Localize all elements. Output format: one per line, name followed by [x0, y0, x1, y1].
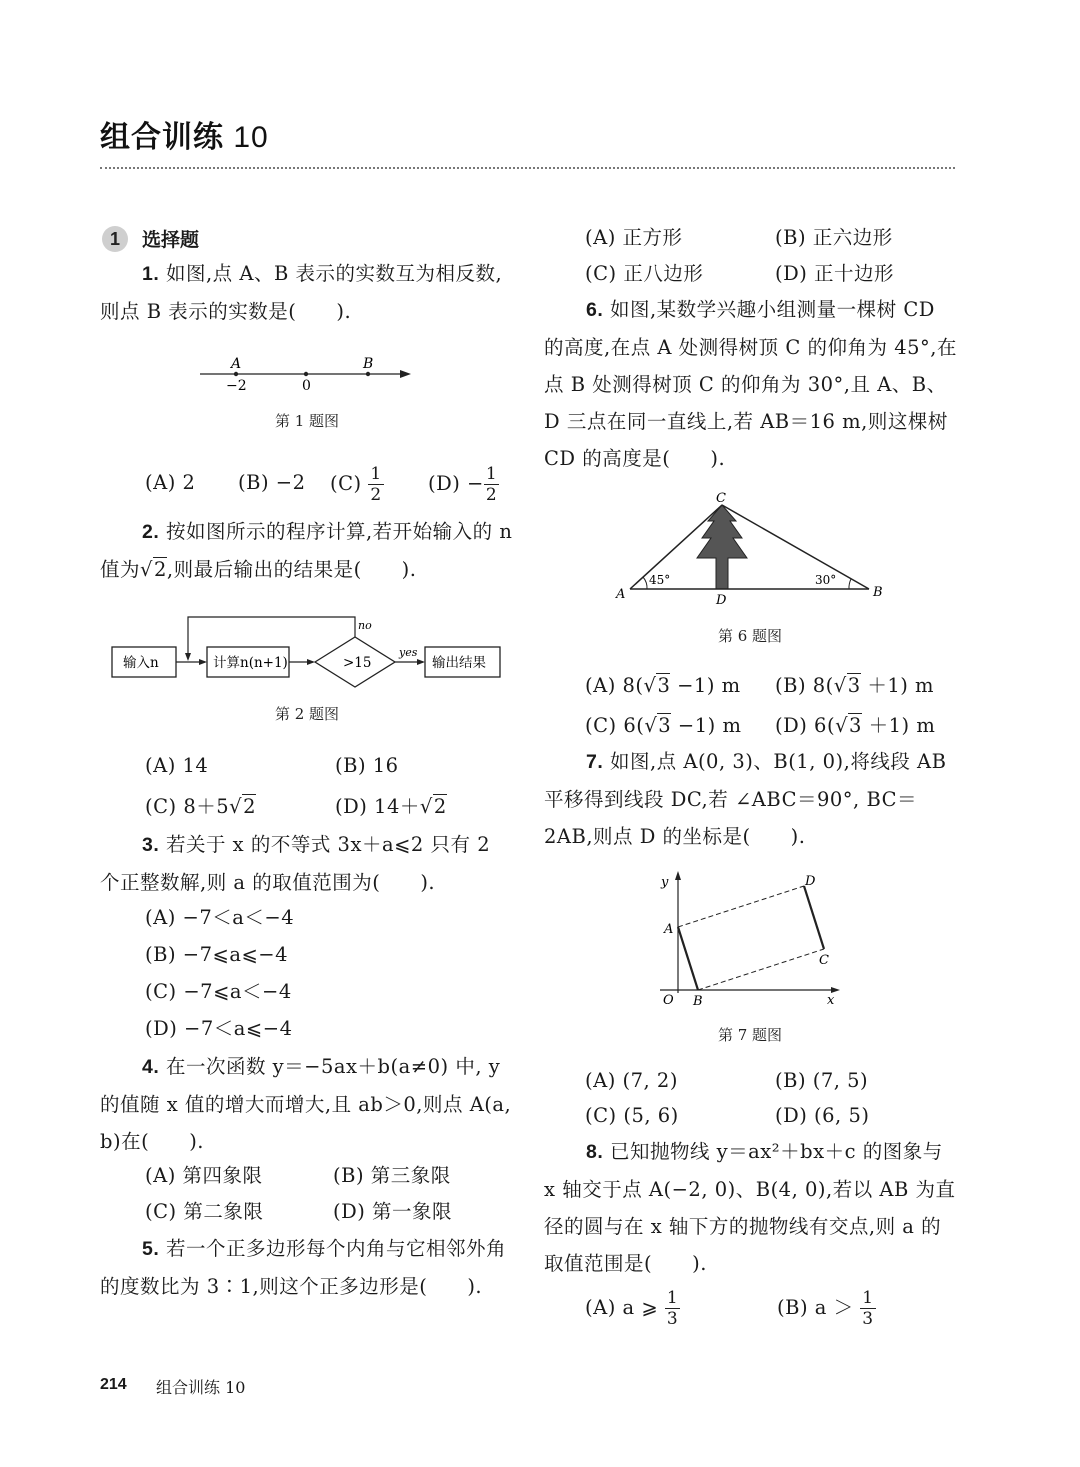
- point-d-label: D: [805, 874, 816, 889]
- question-5: [100, 1230, 515, 1305]
- question-6-text: [544, 291, 959, 477]
- point-c-label: C: [716, 491, 726, 506]
- option-a[interactable]: (A) 8(√3 −1) m: [585, 674, 741, 697]
- option-a[interactable]: (A) 14: [145, 754, 209, 777]
- page-title-number: 10: [233, 121, 269, 154]
- point-a-label: A: [616, 587, 626, 602]
- question-body: 如图,某数学兴趣小组测量一棵树 CD 的高度,在点 A 处测得树顶 C 的仰角为 45°,在点 B 处测得树顶 C 的仰角为 30°,且 A、B、D 三点在同一直线上,若 AB＝16 m,则这棵树 CD 的高度是( ).: [544, 298, 957, 470]
- title-divider: [100, 167, 955, 169]
- question-2: [100, 513, 515, 588]
- option-b[interactable]: (B) −2: [238, 471, 306, 494]
- angle-30-label: 30°: [815, 573, 837, 587]
- page-title: [100, 112, 269, 156]
- question-7: [544, 743, 959, 855]
- option-a[interactable]: (A) (7, 2): [585, 1069, 678, 1092]
- origin-label: O: [663, 993, 674, 1008]
- option-d[interactable]: (D) (6, 5): [775, 1104, 870, 1127]
- option-c[interactable]: (C) 8＋5√2: [145, 795, 257, 818]
- question-body: 如图,点 A(0, 3)、B(1, 0),将线段 AB 平移得到线段 DC,若 ∠ABC＝90°, BC＝2AB,则点 D 的坐标是( ).: [544, 750, 947, 848]
- question-body: 已知抛物线 y＝ax²＋bx＋c 的图象与 x 轴交于点 A(−2, 0)、B(4, 0),若以 AB 为直径的圆与在 x 轴下方的抛物线有交点,则 a 的取值范围是( ).: [544, 1140, 956, 1275]
- question-number: 1.: [142, 263, 160, 285]
- question-body: 如图,点 A、B 表示的实数互为相反数,则点 B 表示的实数是( ).: [100, 262, 503, 323]
- flow-no-label: no: [358, 619, 372, 632]
- question-2-text: 2. 按如图所示的程序计算,若开始输入的 n 值为√2,则最后输出的结果是( ).: [100, 520, 513, 581]
- option-b[interactable]: (B) 第三象限: [333, 1164, 451, 1187]
- option-c[interactable]: (C) $\frac{1}{2}$: [330, 464, 382, 505]
- flow-output-label: 输出结果: [432, 655, 486, 671]
- question-8: [544, 1133, 959, 1282]
- question-4-text: [100, 1048, 515, 1160]
- option-d[interactable]: (D) 6(√3 ＋1) m: [775, 714, 936, 737]
- option-c[interactable]: (C) (5, 6): [585, 1104, 679, 1127]
- point-d-label: D: [716, 593, 727, 608]
- fraction-one-half: $\frac{1}{2}$: [370, 464, 382, 505]
- question-number: 7.: [586, 751, 604, 773]
- point-b-label: B: [363, 356, 374, 372]
- tree-icon: [697, 505, 747, 589]
- option-c[interactable]: (C) 正八边形: [585, 262, 704, 285]
- page-title-text: 组合训练: [100, 121, 224, 154]
- option-d[interactable]: (D) − $\frac{1}{2}$: [428, 464, 498, 505]
- point-a-label: A: [231, 356, 242, 372]
- coordinate-figure: [655, 868, 845, 1008]
- question-1-text: [100, 255, 515, 330]
- tick-neg2-label: −2: [226, 378, 247, 394]
- y-axis-label: y: [661, 875, 669, 890]
- point-c-label: C: [819, 953, 829, 968]
- flow-decision-label: >15: [343, 655, 372, 671]
- option-c[interactable]: (C) 6(√3 −1) m: [585, 714, 742, 737]
- section-label: 选择题: [142, 230, 200, 251]
- running-footer-title: 组合训练 10: [156, 1378, 246, 1397]
- option-c[interactable]: (C) 第二象限: [145, 1200, 264, 1223]
- x-axis-label: x: [827, 993, 835, 1008]
- question-body: 若关于 x 的不等式 3x＋a⩽2 只有 2 个正整数解,则 a 的取值范围为( ).: [100, 833, 491, 894]
- option-b[interactable]: (B) 16: [335, 754, 399, 777]
- question-5-text: [100, 1230, 515, 1305]
- question-7-text: [544, 743, 959, 855]
- option-b[interactable]: (B) −7⩽a⩽−4: [145, 943, 289, 966]
- question-number: 3.: [142, 834, 160, 856]
- figure-1-caption: 第 1 题图: [274, 412, 340, 430]
- option-a[interactable]: (A) 第四象限: [145, 1164, 263, 1187]
- section-header: [102, 225, 199, 252]
- option-d[interactable]: (D) −7＜a⩽−4: [145, 1017, 293, 1040]
- tick-zero-label: 0: [302, 378, 311, 394]
- point-b-label: B: [873, 585, 883, 600]
- fraction-one-third: $\frac{1}{3}$: [666, 1288, 679, 1329]
- point-b-label: B: [693, 994, 703, 1008]
- figure-6-caption: 第 6 题图: [717, 627, 783, 645]
- option-a[interactable]: (A) 2: [145, 471, 196, 494]
- question-body: 若一个正多边形每个内角与它相邻外角的度数比为 3∶1,则这个正多边形是( ).: [100, 1237, 506, 1298]
- option-b[interactable]: (B) (7, 5): [775, 1069, 869, 1092]
- flowchart-figure: [105, 612, 515, 692]
- question-number: 2.: [142, 521, 160, 543]
- point-a-label: A: [664, 922, 674, 937]
- angle-45-label: 45°: [649, 573, 671, 587]
- page-number: 214: [100, 1376, 127, 1393]
- option-d[interactable]: (D) 第一象限: [333, 1200, 453, 1223]
- figure-7-caption: 第 7 题图: [717, 1026, 783, 1044]
- flow-compute-label: 计算n(n+1): [213, 655, 288, 671]
- option-d[interactable]: (D) 正十边形: [775, 262, 895, 285]
- option-a[interactable]: (A) a ⩾ $\frac{1}{3}$: [585, 1288, 679, 1329]
- tree-triangle-figure: [612, 488, 892, 608]
- question-6: [544, 291, 959, 477]
- flow-input-label: 输入n: [123, 655, 159, 671]
- option-b[interactable]: (B) 8(√3 ＋1) m: [775, 674, 935, 697]
- question-body: 在一次函数 y＝−5ax＋b(a≠0) 中, y 的值随 x 值的增大而增大,且 ab＞0,则点 A(a, b)在( ).: [100, 1055, 512, 1153]
- question-3: [100, 826, 515, 901]
- fraction-one-half: $\frac{1}{2}$: [485, 464, 498, 505]
- question-number: 4.: [142, 1056, 160, 1078]
- option-b[interactable]: (B) a ＞ $\frac{1}{3}$: [777, 1288, 874, 1329]
- section-number-badge: 1: [102, 226, 128, 252]
- fraction-one-third: $\frac{1}{3}$: [862, 1288, 874, 1329]
- question-3-text: [100, 826, 515, 901]
- question-8-text: [544, 1133, 959, 1282]
- figure-2-caption: 第 2 题图: [274, 705, 340, 723]
- option-c[interactable]: (C) −7⩽a＜−4: [145, 980, 292, 1003]
- option-b[interactable]: (B) 正六边形: [775, 226, 893, 249]
- flow-yes-label: yes: [399, 646, 418, 659]
- sqrt-value: 2: [153, 558, 167, 581]
- option-a[interactable]: (A) 正方形: [585, 226, 683, 249]
- question-number: 8.: [586, 1141, 604, 1163]
- question-number: 6.: [586, 299, 604, 321]
- question-1: [100, 255, 515, 330]
- number-line-figure: [195, 352, 420, 397]
- option-d[interactable]: (D) 14＋√2: [335, 795, 447, 818]
- option-a[interactable]: (A) −7＜a＜−4: [145, 906, 295, 929]
- question-number: 5.: [142, 1238, 160, 1260]
- question-4: [100, 1048, 515, 1160]
